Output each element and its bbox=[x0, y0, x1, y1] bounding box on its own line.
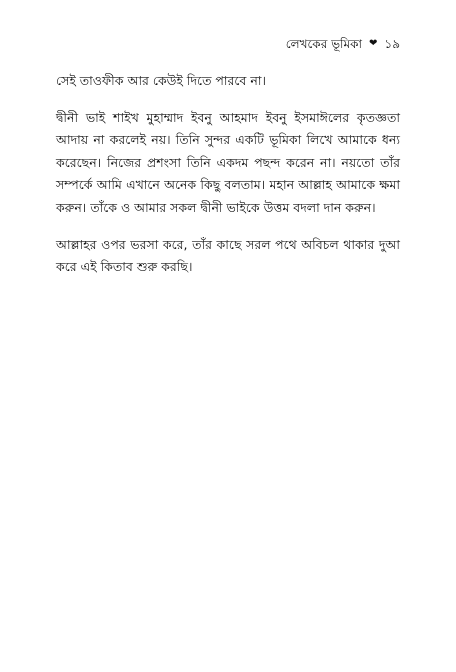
page-number: ১৯ bbox=[384, 37, 400, 51]
paragraph: দ্বীনী ভাই শাইখ মুহাম্মাদ ইবনু আহমাদ ইবনু ইসমাঈলের কৃতজ্ঞতা আদায় না করলেই নয়। তিনি সুন্দর একটি ভূমিকা লিখে আমাকে ধন্য করেছেন। নিজের প্রশংসা তিনি একদম পছন্দ করেন না। নয়তো তাঁর সম্পর্কে আমি এখানে অনেক কিছু বলতাম। মহান আল্লাহ আমাকে ক্ষমা করুন। তাঁকে ও আমার সকল দ্বীনী ভাইকে উত্তম বদলা দান করুন। bbox=[56, 109, 400, 215]
paragraph: সেই তাওফীক আর কেউই দিতে পারবে না। bbox=[56, 73, 266, 88]
heart-icon: ❤ bbox=[369, 38, 378, 49]
running-header bbox=[286, 36, 400, 52]
paragraph: আল্লাহর ওপর ভরসা করে, তাঁর কাছে সরল পথে অবিচল থাকার দুআ করে এই কিতাব শুরু করছি। bbox=[56, 236, 400, 275]
body-text bbox=[56, 70, 400, 293]
chapter-title: লেখকের ভূমিকা bbox=[285, 37, 363, 51]
